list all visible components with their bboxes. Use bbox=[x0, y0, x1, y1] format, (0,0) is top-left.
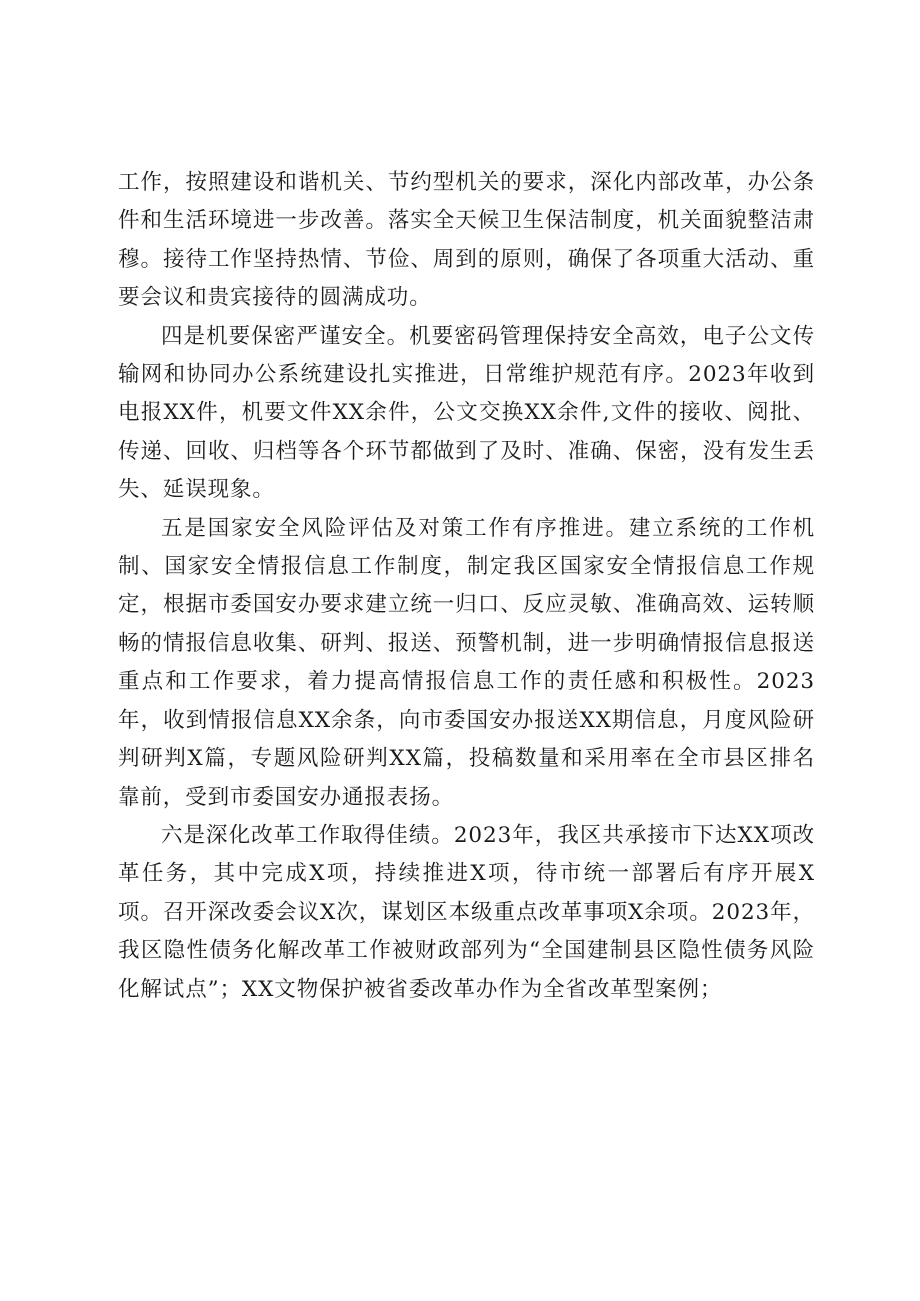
document-body bbox=[118, 164, 815, 1009]
paragraph-deepening-reform: 六是深化改革工作取得佳绩。2023年，我区共承接市下达XX项改革任务，其中完成X项，持续推进X项，待市统一部署后有序开展X项。召开深改委会议X次，谋划区本级重点改革事项X余项。2023年，我区隐性债务化解改革工作被财政部列为“全国建制县区隐性债务风险化解试点”；XX文物保护被省委改革办作为全省改革型案例； bbox=[118, 822, 815, 1002]
paragraph-office-work: 工作，按照建设和谐机关、节约型机关的要求，深化内部改革，办公条件和生活环境进一步改善。落实全天候卫生保洁制度，机关面貌整洁肃穆。接待工作坚持热情、节俭、周到的原则，确保了各项重大活动、重要会议和贵宾接待的圆满成功。 bbox=[118, 170, 815, 311]
paragraph-confidential-security: 四是机要保密严谨安全。机要密码管理保持安全高效，电子公文传输网和协同办公系统建设扎实推进，日常维护规范有序。2023年收到电报XX件，机要文件XX余件，公文交换XX余件,文件的接收、阅批、传递、回收、归档等各个环节都做到了及时、准确、保密，没有发生丢失、延误现象。 bbox=[118, 323, 815, 503]
paragraph-national-security-risk: 五是国家安全风险评估及对策工作有序推进。建立系统的工作机制、国家安全情报信息工作制度，制定我区国家安全情报信息工作规定，根据市委国安办要求建立统一归口、反应灵敏、准确高效、运转顺畅的情报信息收集、研判、报送、预警机制，进一步明确情报信息报送重点和工作要求，着力提高情报信息工作的责任感和积极性。2023年，收到情报信息XX余条，向市委国安办报送XX期信息，月度风险研判研判X篇，专题风险研判XX篇，投稿数量和采用率在全市县区排名靠前，受到市委国安办通报表扬。 bbox=[118, 515, 815, 810]
